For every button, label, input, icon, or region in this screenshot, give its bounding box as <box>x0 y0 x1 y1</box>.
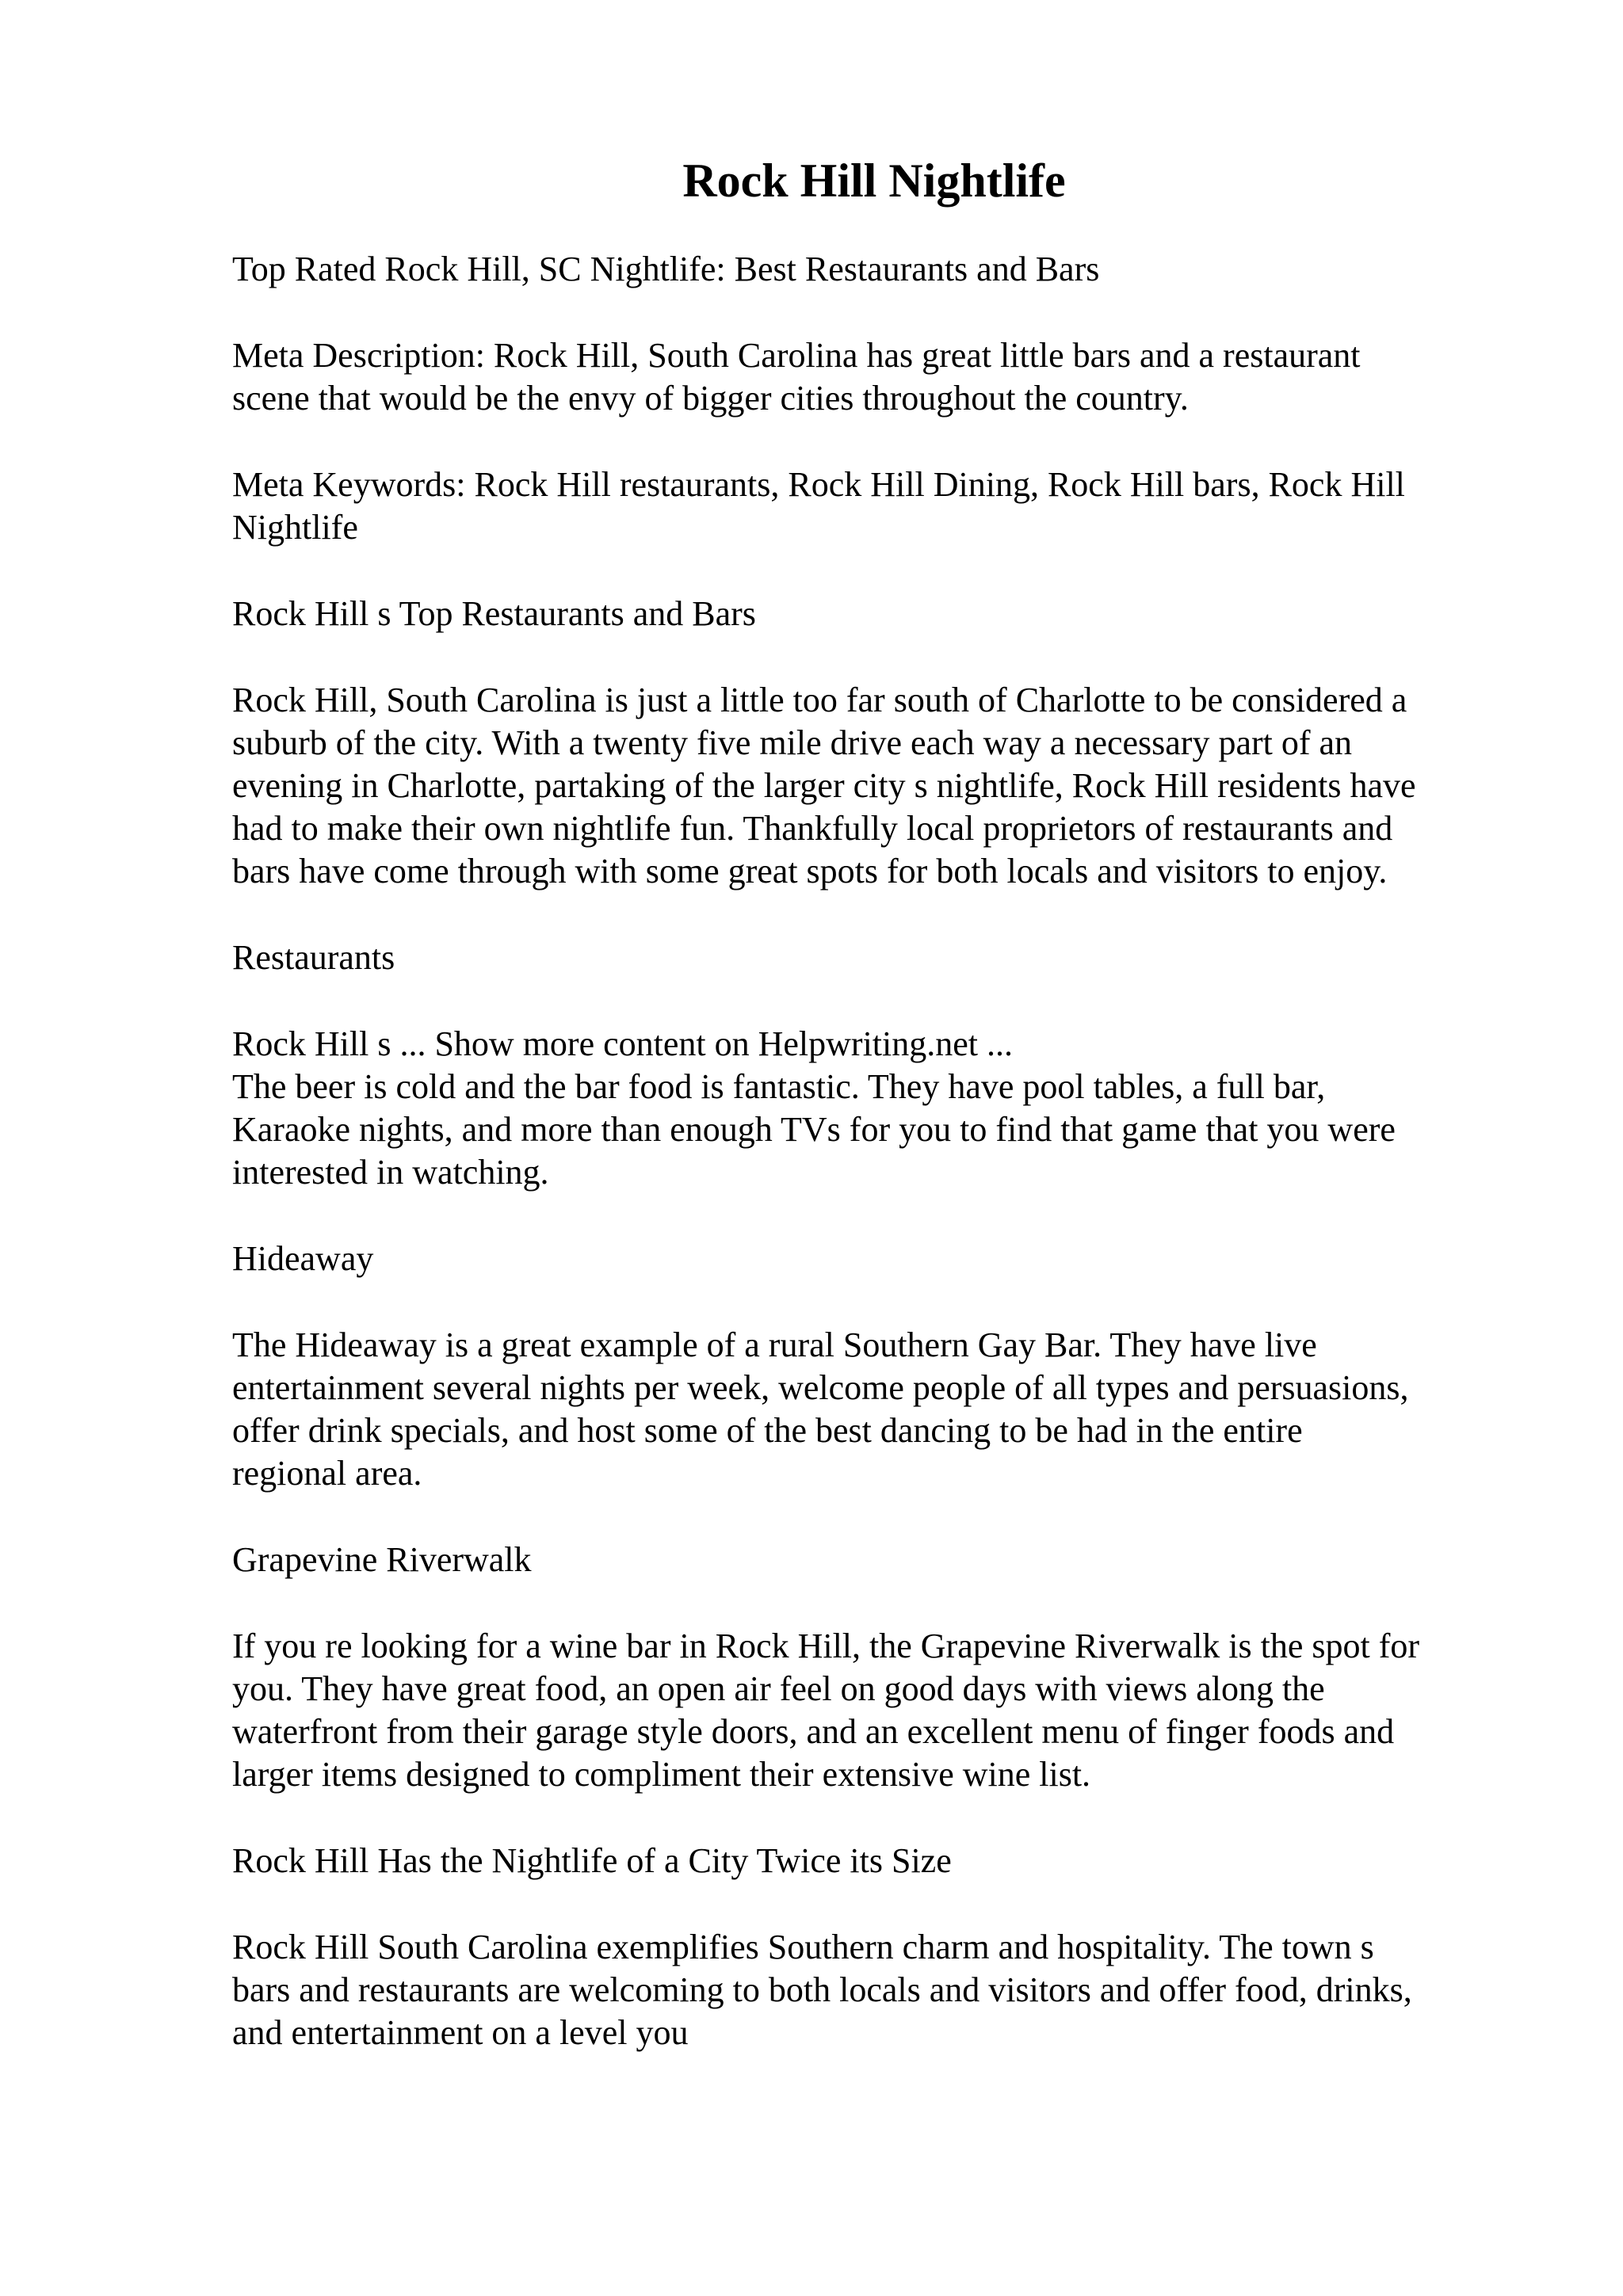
hideaway-paragraph-line-2: entertainment several nights per week, welcome people of all types and persuasions, <box>232 1368 1409 1407</box>
hideaway-paragraph-line-1: The Hideaway is a great example of a rural Southern Gay Bar. They have live <box>232 1325 1317 1364</box>
meta-description-line-1: Meta Description: Rock Hill, South Carolina has great little bars and a restaurant <box>232 336 1361 375</box>
section-heading-conclusion: Rock Hill Has the Nightlife of a City Twice its Size <box>232 1841 952 1880</box>
meta-keywords-line-1: Meta Keywords: Rock Hill restaurants, Rock Hill Dining, Rock Hill bars, Rock Hill <box>232 465 1405 504</box>
show-more-line: Rock Hill s ... Show more content on Helpwriting.net ... <box>232 1024 1013 1063</box>
conclusion-paragraph-line-2: bars and restaurants are welcoming to both locals and visitors and offer food, drinks, <box>232 1970 1412 2009</box>
intro-paragraph-line-3: evening in Charlotte, partaking of the larger city s nightlife, Rock Hill residents have <box>232 766 1416 805</box>
conclusion-paragraph-line-3: and entertainment on a level you <box>232 2013 689 2052</box>
grapevine-paragraph-line-4: larger items designed to compliment their extensive wine list. <box>232 1755 1091 1794</box>
intro-paragraph-line-1: Rock Hill, South Carolina is just a little too far south of Charlotte to be considered a <box>232 681 1407 719</box>
hideaway-paragraph-line-4: regional area. <box>232 1454 422 1493</box>
subtitle-line: Top Rated Rock Hill, SC Nightlife: Best Restaurants and Bars <box>232 250 1100 288</box>
bar-paragraph-line-3: interested in watching. <box>232 1153 549 1192</box>
bar-paragraph-line-1: The beer is cold and the bar food is fantastic. They have pool tables, a full bar, <box>232 1067 1326 1106</box>
intro-paragraph-line-4: had to make their own nightlife fun. Thankfully local proprietors of restaurants and <box>232 809 1393 848</box>
conclusion-paragraph-line-1: Rock Hill South Carolina exemplifies Southern charm and hospitality. The town s <box>232 1928 1374 1966</box>
bar-paragraph-line-2: Karaoke nights, and more than enough TVs for you to find that game that you were <box>232 1110 1396 1149</box>
section-heading-top-restaurants: Rock Hill s Top Restaurants and Bars <box>232 594 756 633</box>
page-title: Rock Hill Nightlife <box>682 154 1066 207</box>
grapevine-paragraph-line-2: you. They have great food, an open air feel on good days with views along the <box>232 1669 1325 1708</box>
intro-paragraph-line-2: suburb of the city. With a twenty five mile drive each way a necessary part of an <box>232 723 1353 762</box>
meta-keywords-line-2: Nightlife <box>232 508 358 547</box>
hideaway-paragraph-line-3: offer drink specials, and host some of the best dancing to be had in the entire <box>232 1411 1303 1450</box>
grapevine-paragraph-line-3: waterfront from their garage style doors, and an excellent menu of finger foods and <box>232 1712 1395 1751</box>
meta-description-line-2: scene that would be the envy of bigger cities throughout the country. <box>232 379 1189 418</box>
intro-paragraph-line-5: bars have come through with some great spots for both locals and visitors to enjoy. <box>232 852 1388 891</box>
section-heading-restaurants: Restaurants <box>232 938 395 977</box>
section-heading-hideaway: Hideaway <box>232 1239 374 1278</box>
grapevine-paragraph-line-1: If you re looking for a wine bar in Rock Hill, the Grapevine Riverwalk is the spot for <box>232 1627 1420 1665</box>
section-heading-grapevine: Grapevine Riverwalk <box>232 1540 532 1579</box>
